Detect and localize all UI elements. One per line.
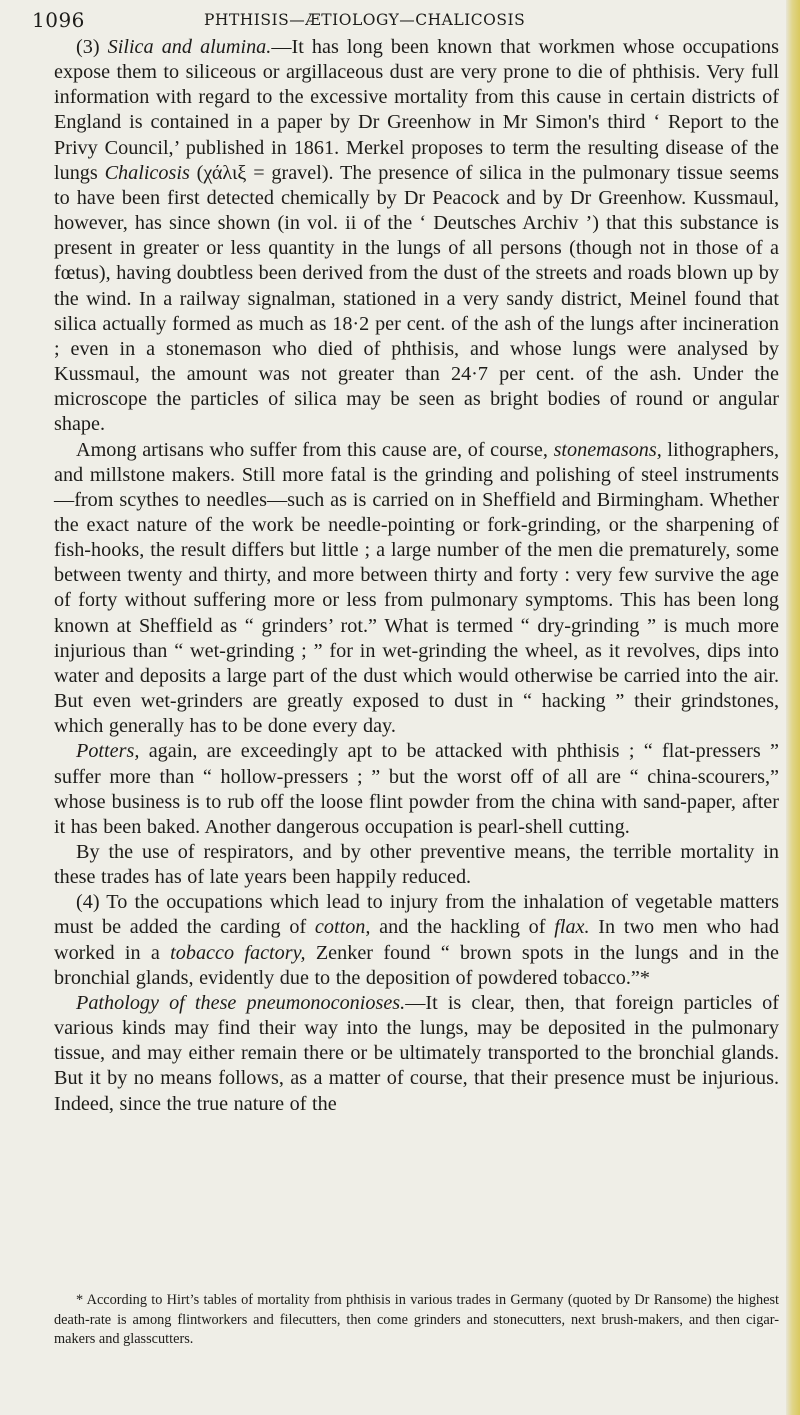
italic-text: Potters, — [76, 740, 140, 763]
paragraph — [54, 438, 779, 740]
text-run: again, are exceedingly apt to be attacked with phthisis ; “ flat-pressers ” suffer more than “ hollow-pressers ; ” but the worst off of all are “ china-scourers,” whose business is to rub off the loose flint powder from the china with sand-paper, after it has been baked. Another dangerous occupation is pearl-shell cutting. — [54, 740, 779, 838]
footnote: * According to Hirt’s tables of mortality from phthisis in various trades in Germany (quoted by Dr Ransome) the highest death-rate is among flintworkers and filecutters, then come grinders and stonecutters, next brush-makers, and then cigar-makers and glasscutters. — [54, 1292, 779, 1347]
text-run: (4) To the occupations which lead to injury from the inhalation of vegetable matters must be added the carding of — [54, 891, 779, 939]
body-text — [54, 35, 779, 1117]
running-head — [32, 8, 772, 38]
text-run: lithographers, and millstone makers. Still more fatal is the grinding and polishing of steel instruments—from scythes to needles—such as is carried on in Sheffield and Birmingham. Whether the exact nature of the work be needle-pointing or fork-grinding, or the sharpening of fish-hooks, the result differs but little ; a large number of the men die prematurely, some between twenty and thirty, and more between thirty and forty : very few survive the age of forty without suffering more or less from pulmonary symptoms. This has been long known at Sheffield as “ grinders’ rot.” What is termed “ dry-grinding ” is much more injurious than “ wet-grinding ; ” for in wet-grinding the wheel, as it revolves, dips into water and deposits a large part of the dust which would otherwise be carried into the air. But even wet-grinders are greatly exposed to dust in “ hacking ” their grindstones, which generally has to be done every day. — [54, 438, 779, 738]
text-run: (χάλιξ = gravel). The presence of silica in the pulmonary tissue seems to have been first detected chemically by Dr Peacock and by Dr Greenhow. Kussmaul, however, has since shown (in vol. ii of the ‘ Deutsches Archiv ’) that this substance is present in greater or less quantity in the lungs of all persons (though not in those of a fœtus), having doubtless been derived from the dust of the streets and roads blown up by the wind. In a railway signalman, stationed in a very sandy district, Meinel found that silica actually formed as much as 18·2 per cent. of the ash of the lungs after incineration ; even in a stonemason who died of phthisis, and whose lungs were analysed by Kussmaul, the amount was not greater than 24·7 per cent. of the ash. Under the microscope the particles of silica may be seen as bright bodies of round or angular shape. — [54, 161, 780, 436]
paragraph — [54, 35, 779, 438]
italic-text: stonemasons, — [553, 438, 662, 461]
italic-text: tobacco factory, — [170, 941, 306, 964]
text-run: —It is clear, then, that foreign particles of various kinds may find their way into the lungs, may be deposited in the pulmonary tissue, and may either remain there or be ultimately transported to the bronchial glands. But it by no means follows, as a matter of course, that their presence must be injurious. Indeed, since the true nature of the — [54, 991, 779, 1115]
text-run: By the use of respirators, and by other preventive means, the terrible mortality in these trades has of late years been happily reduced. — [54, 841, 779, 889]
paragraph — [54, 739, 779, 840]
page-edge — [786, 0, 800, 1415]
text-run: —It has long been known that workmen whose occupations expose them to siliceous or argillaceous dust are very prone to die of phthisis. Very full information with regard to the excessive mortality from this cause in certain districts of England is contained in a paper by Dr Greenhow in Mr Simon's third ‘ Report to the Privy Council,’ published in 1861. Merkel proposes to term the resulting disease of the lungs — [54, 36, 779, 184]
italic-text: flax. — [554, 916, 590, 939]
italic-text: Pathology of these pneumonoconioses. — [76, 991, 406, 1014]
text-run: Zenker found “ brown spots in the lungs and in the bronchial glands, evidently due to the deposition of powdered tobacco.”* — [54, 941, 779, 989]
italic-text: Silica and alumina. — [107, 36, 272, 58]
italic-text: cotton, — [314, 916, 371, 939]
text-run: and the hackling of — [370, 916, 555, 939]
text-run: In two men who had worked in a — [54, 916, 779, 964]
text-run: (3) — [76, 36, 108, 58]
paragraph — [54, 890, 779, 991]
paragraph — [54, 840, 779, 890]
text-run: Among artisans who suffer from this cause are, of course, — [76, 438, 554, 461]
paragraph — [54, 991, 779, 1117]
page-number: 1096 — [32, 8, 85, 32]
italic-text: Chalicosis — [104, 161, 190, 184]
running-title: PHTHISIS—ÆTIOLOGY—CHALICOSIS — [204, 11, 526, 29]
